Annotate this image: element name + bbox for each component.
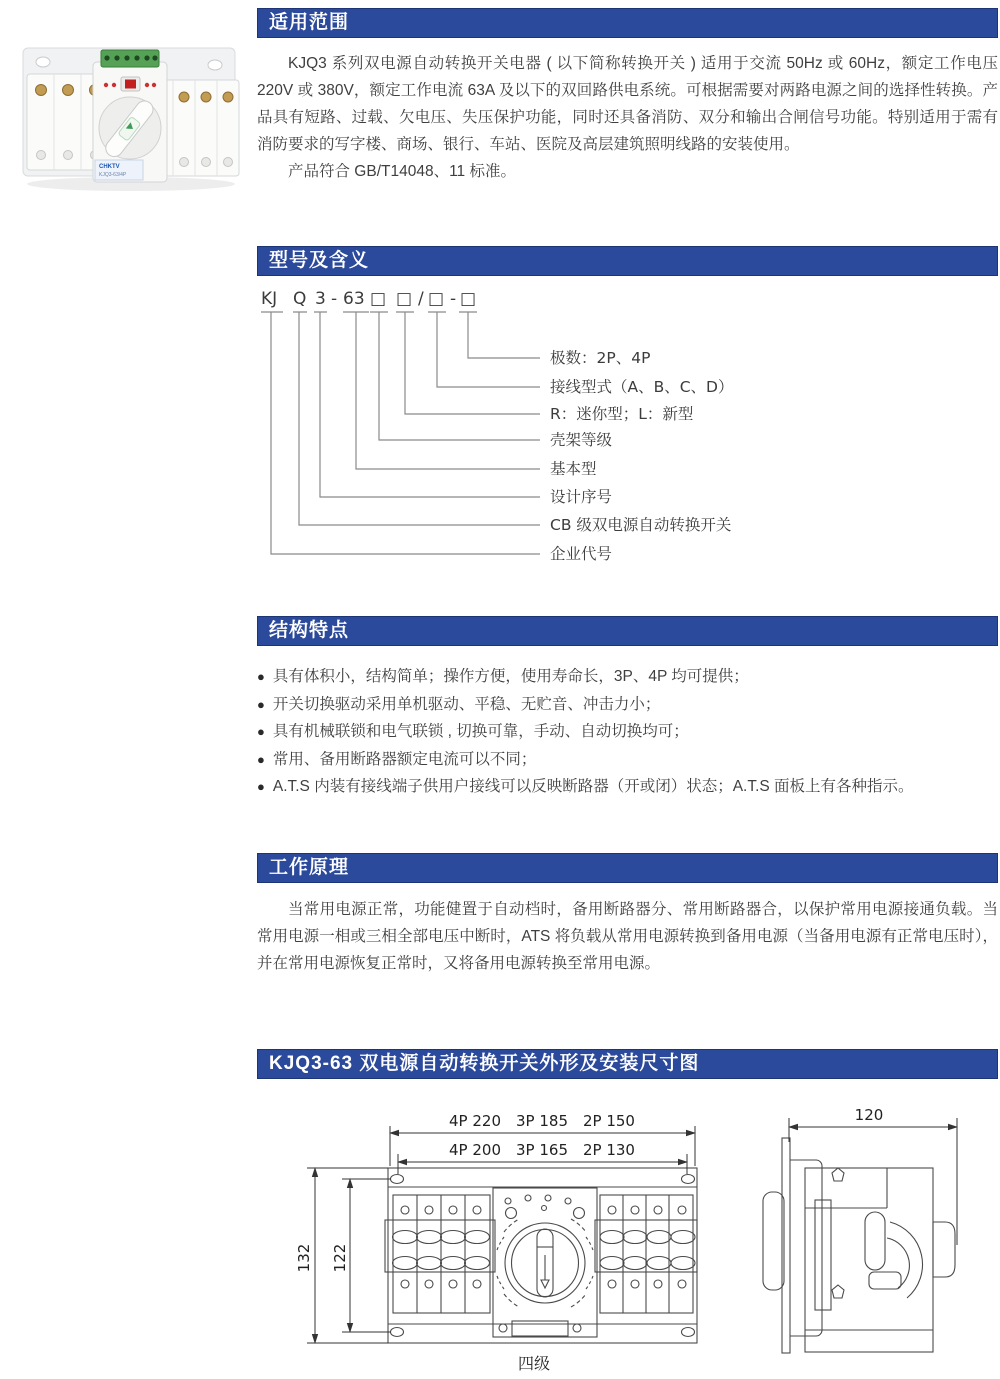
- code-part: -: [331, 289, 338, 309]
- code-part: □: [370, 289, 387, 309]
- feature-item: [257, 663, 998, 691]
- brand-text: CHKTV: [99, 164, 120, 170]
- bullet-icon: ●: [257, 779, 265, 794]
- feature-item: [257, 691, 998, 719]
- feature-text: 开关切换驱动采用单机驱动、平稳、无贮音、冲击力小；: [272, 695, 661, 713]
- section-title: 适用范围: [269, 12, 350, 33]
- led-indicator: [152, 83, 156, 87]
- section-header-principle: [257, 853, 998, 883]
- code-part: □: [428, 289, 445, 309]
- code-part: -: [450, 289, 457, 309]
- scope-standard-line: 产品符合 GB/T14048、11 标准。: [288, 163, 516, 180]
- feature-text: 具有机械联锁和电气联锁 , 切换可靠，手动、自动切换均可；: [272, 723, 689, 740]
- section-header-dimensions: [257, 1049, 998, 1079]
- bullet-icon: ●: [257, 751, 265, 767]
- code-part: Q: [293, 289, 307, 309]
- feature-text: 具有体积小，结构简单；操作方便，使用寿命长，3P、4P 均可提供；: [272, 668, 749, 685]
- terminal-block-icon: [101, 50, 159, 67]
- model-label: CB 级双电源自动转换开关: [550, 516, 732, 534]
- section-title: 型号及含义: [269, 250, 370, 271]
- front-view-caption: 四级: [517, 1354, 551, 1373]
- feature-text: 常用、备用断路器额定电流可以不同；: [272, 750, 537, 768]
- dim-outer-height: 132: [295, 1243, 313, 1273]
- section-title: KJQ3-63 双电源自动转换开关外形及安装尺寸图: [269, 1053, 700, 1074]
- side-dim-width: 120: [854, 1106, 884, 1124]
- code-part: /: [418, 289, 424, 309]
- section-header-features: [257, 616, 998, 646]
- model-label: R：迷你型；L：新型: [550, 405, 694, 423]
- model-label: 壳架等级: [550, 431, 613, 449]
- scope-paragraph: KJQ3 系列双电源自动转换开关电器 ( 以下简称转换开关 ) 适用于交流 50Hz 或 60Hz，额定工作电压 220V 或 380V，额定工作电流 63A 及以下的双回路供电系统。可根据需要对两路电源之间的选择性转换。产品具有短路、过载、欠电压、失压保护功能，同时还具备消防、双分和输出合闸信号功能。特别适用于需有消防要求的写字楼、商场、银行、车站、医院及高层建筑照明线路的安装使用。: [257, 55, 998, 153]
- dim-inner-height: 122: [331, 1243, 349, 1273]
- dim-inner-width: 4P 200 3P 165 2P 130: [449, 1141, 635, 1159]
- front-view: [385, 1168, 697, 1343]
- handle-side: [865, 1212, 885, 1270]
- code-part: □: [396, 289, 413, 309]
- principle-paragraph: 当常用电源正常，功能健置于自动档时，备用断路器分、常用断路器合，以保护常用电源接通负载。当常用电源一相或三相全部电压中断时，ATS 将负载从常用电源转换到备用电源（当备用电源有正常电压时），并在常用电源恢复正常时，又将备用电源转换至常用电源。: [257, 901, 998, 972]
- transfer-switch-illustration: [5, 22, 253, 198]
- led-indicator: [112, 83, 116, 87]
- feature-list: [257, 663, 998, 801]
- model-label: 基本型: [550, 460, 597, 478]
- dim-outer-width: 4P 220 3P 185 2P 150: [449, 1112, 635, 1130]
- section-header-model: [257, 246, 998, 276]
- model-label: 极数：2P、4P: [550, 349, 651, 367]
- bullet-icon: ●: [257, 696, 265, 712]
- feature-text: A.T.S 内装有接线端子供用户接线可以反映断路器（开或闭）状态；A.T.S 面板上有各种指示。: [272, 778, 914, 795]
- code-part: 3: [315, 289, 326, 309]
- code-part: □: [460, 289, 477, 309]
- model-label: 设计序号: [550, 488, 613, 506]
- section-title: 工作原理: [269, 857, 350, 878]
- section-header-scope: [257, 8, 998, 38]
- feature-item: [257, 718, 998, 746]
- section-title: 结构特点: [269, 620, 350, 641]
- side-view: [763, 1138, 955, 1353]
- led-indicator: [145, 83, 149, 87]
- nameplate-label: [95, 160, 143, 180]
- rocker-switch-icon: [121, 77, 140, 91]
- code-part: KJ: [261, 289, 278, 309]
- code-part: 63: [343, 289, 365, 309]
- dimension-drawing: [257, 1100, 998, 1379]
- feature-item: [257, 773, 998, 801]
- model-label: 企业代号: [550, 545, 613, 563]
- model-label: 接线型式（A、B、C、D）: [550, 378, 734, 396]
- feature-item: [257, 746, 998, 774]
- model-text: KJQ3-63/4P: [99, 172, 127, 178]
- product-photo: [5, 22, 253, 198]
- knob-side: [933, 1222, 955, 1277]
- model-designation-diagram: [257, 282, 998, 572]
- side-dim-lines: [789, 1118, 957, 1245]
- led-indicator: [104, 83, 108, 87]
- bullet-icon: ●: [257, 724, 265, 739]
- bullet-icon: ●: [257, 669, 265, 684]
